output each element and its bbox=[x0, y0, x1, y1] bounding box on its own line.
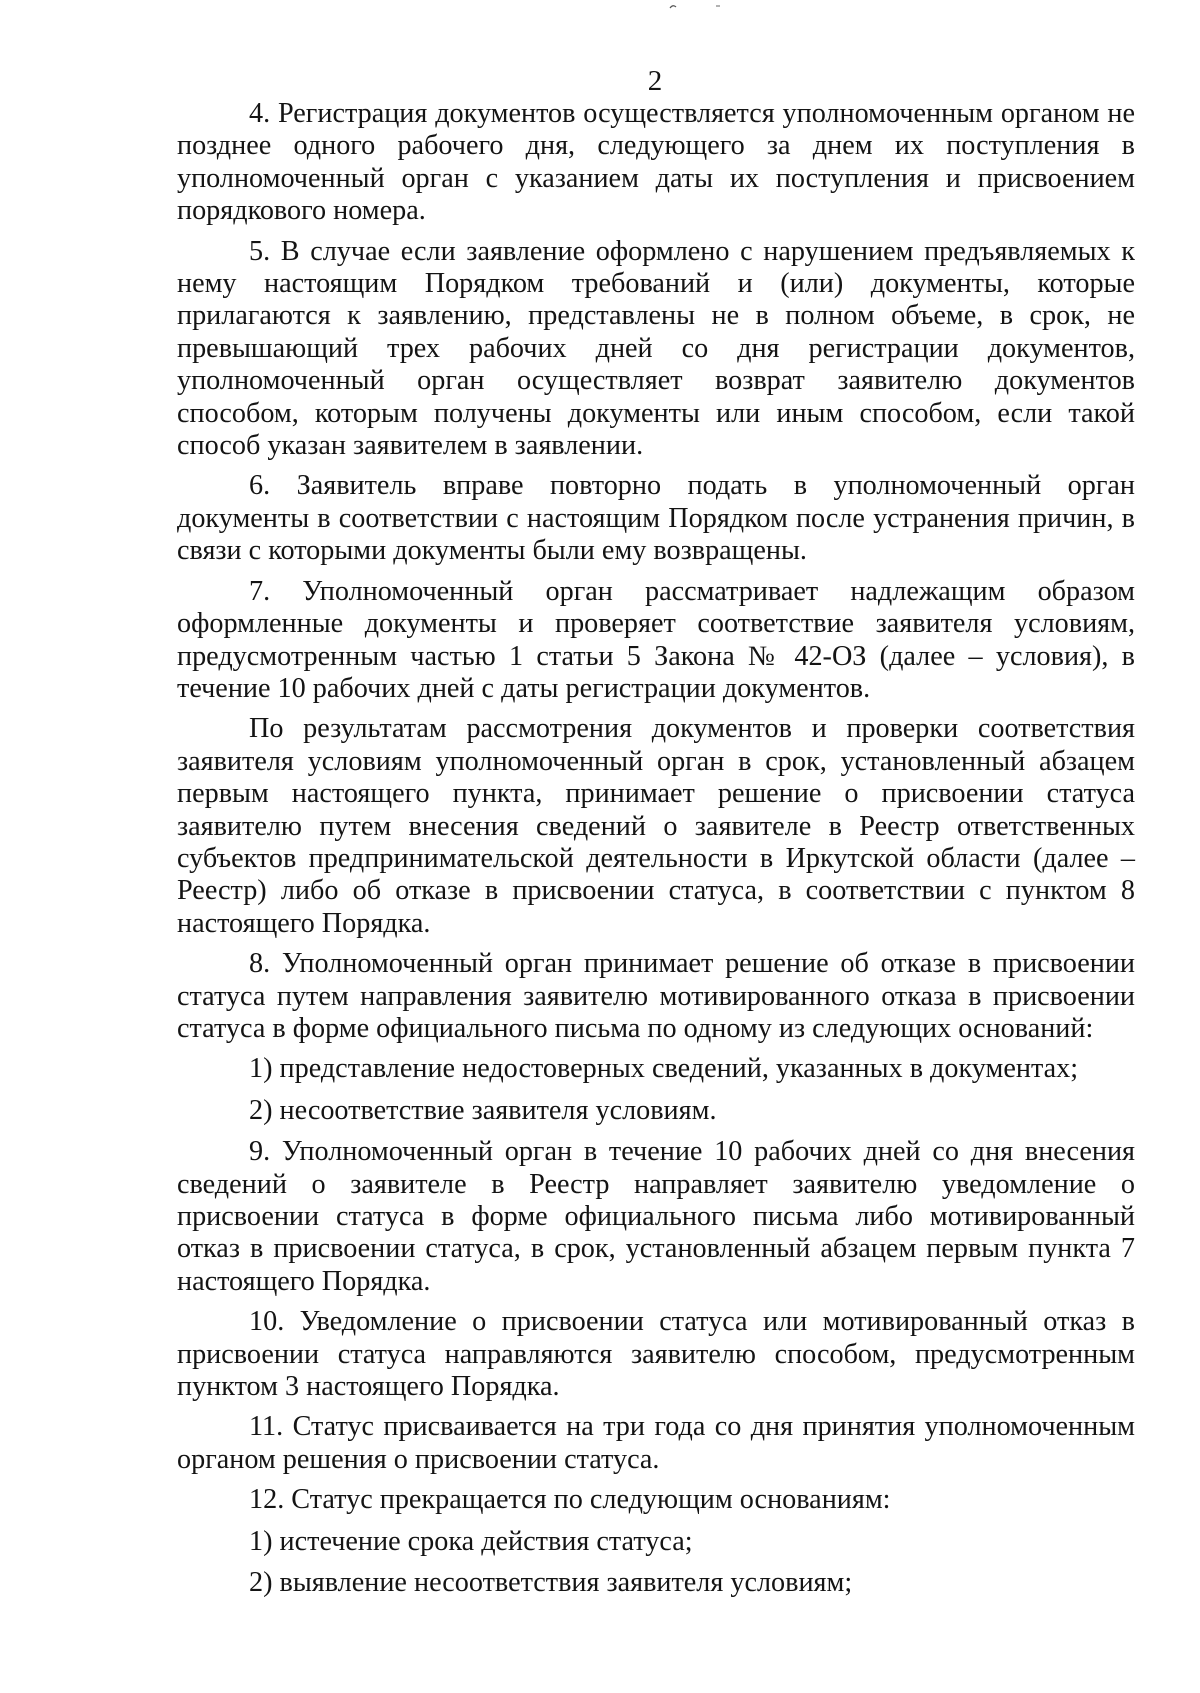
paragraph-5: 5. В случае если заявление оформлено с нарушением предъявляемых к нему настоящим Порядком требований и (или) документы, которые прилагаются к заявлению, представлены не в полном объеме, в срок, не превышающий трех рабочих дней со дня регистрации документов, уполномоченный орган осуществляет возврат заявителю документов способом, которым получены документы или иным способом, если такой способ указан заявителем в заявлении. bbox=[177, 235, 1135, 462]
paragraph-12: 12. Статус прекращается по следующим основаниям: bbox=[249, 1484, 891, 1516]
page-number: 2 bbox=[647, 65, 663, 97]
paragraph-10: 10. Уведомление о присвоении статуса или мотивированный отказ в присвоении статуса направляются заявителю способом, предусмотренным пунктом 3 настоящего Порядка. bbox=[177, 1306, 1135, 1403]
list-item: 1) представление недостоверных сведений, указанных в документах; bbox=[249, 1053, 1079, 1085]
paragraph-4: 4. Регистрация документов осуществляется уполномоченным органом не позднее одного рабочего дня, следующего за днем их поступления в уполномоченный орган с указанием даты их поступления и присвоением порядкового номера. bbox=[177, 98, 1135, 227]
list-item: 2) выявление несоответствия заявителя условиям; bbox=[249, 1567, 853, 1599]
list-item: 1) истечение срока действия статуса; bbox=[249, 1525, 693, 1557]
paragraph-7-continued: По результатам рассмотрения документов и проверки соответствия заявителя условиям уполномоченный орган в срок, установленный абзацем первым настоящего пункта, принимает решение о присвоении статуса заявителю путем внесения сведений о заявителе в Реестр ответственных субъектов предпринимательской деятельности в Иркутской области (далее – Реестр) либо об отказе в присвоении статуса, в соответствии с пунктом 8 настоящего Порядка. bbox=[177, 713, 1135, 939]
document-body bbox=[177, 98, 1135, 1608]
scan-mark bbox=[668, 2, 728, 10]
list-item: 2) несоответствие заявителя условиям. bbox=[249, 1094, 717, 1126]
paragraph-7: 7. Уполномоченный орган рассматривает надлежащим образом оформленные документы и проверяет соответствие заявителя условиям, предусмотренным частью 1 статьи 5 Закона № 42-ОЗ (далее – условия), в течение 10 рабочих дней с даты регистрации документов. bbox=[177, 575, 1135, 704]
paragraph-6: 6. Заявитель вправе повторно подать в уполномоченный орган документы в соответствии с настоящим Порядком после устранения причин, в связи с которыми документы были ему возвращены. bbox=[177, 470, 1135, 567]
paragraph-11: 11. Статус присваивается на три года со дня принятия уполномоченным органом решения о присвоении статуса. bbox=[177, 1411, 1135, 1475]
paragraph-8: 8. Уполномоченный орган принимает решение об отказе в присвоении статуса путем направления заявителю мотивированного отказа в присвоении статуса в форме официального письма по одному из следующих оснований: bbox=[177, 948, 1135, 1044]
paragraph-9: 9. Уполномоченный орган в течение 10 рабочих дней со дня внесения сведений о заявителе в Реестр направляет заявителю уведомление о присвоении статуса в форме официального письма либо мотивированный отказ в присвоении статуса, в срок, установленный абзацем первым пункта 7 настоящего Порядка. bbox=[177, 1136, 1135, 1297]
